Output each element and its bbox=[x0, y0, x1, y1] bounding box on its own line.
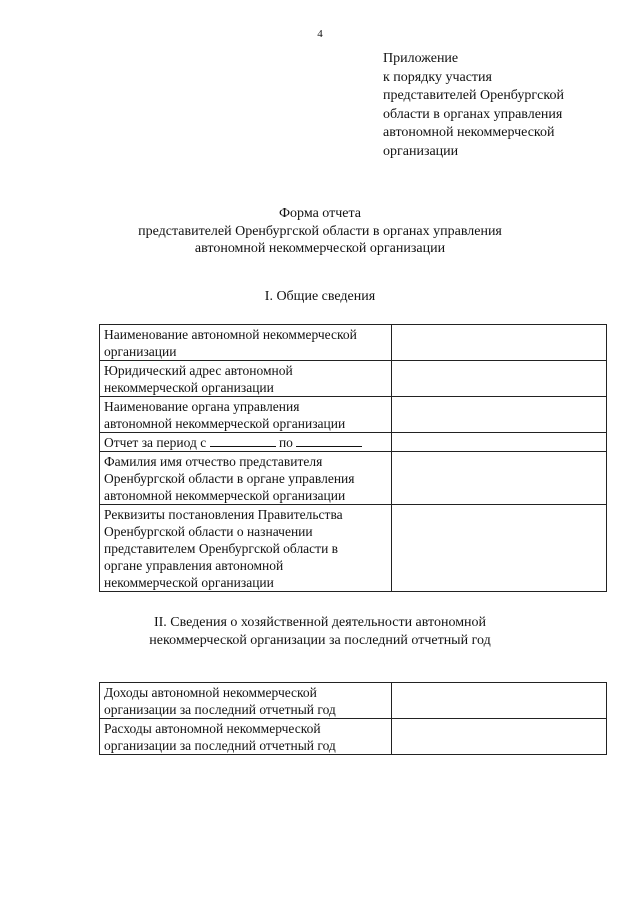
value-field-representative-name[interactable] bbox=[392, 452, 607, 505]
period-from-label: Отчет за период с bbox=[104, 435, 207, 450]
appendix-line: представителей Оренбургской bbox=[383, 88, 564, 103]
row-label-representative-name bbox=[100, 452, 392, 505]
value-field-expenses[interactable] bbox=[392, 719, 607, 755]
label-line: организации за последний отчетный год bbox=[104, 738, 336, 753]
label-line: Оренбургской области в органе управления bbox=[104, 471, 355, 486]
economic-activity-table bbox=[99, 682, 607, 755]
table-row bbox=[100, 683, 607, 719]
value-field-report-period[interactable] bbox=[392, 433, 607, 452]
label-line: Фамилия имя отчество представителя bbox=[104, 454, 323, 469]
form-title-line: Форма отчета bbox=[278, 206, 362, 221]
page-number: 4 bbox=[317, 28, 323, 40]
label-line: представителем Оренбургской области в bbox=[104, 541, 339, 556]
table-row bbox=[100, 433, 607, 452]
appendix-line: организации bbox=[383, 143, 459, 159]
label-line: некоммерческой организации bbox=[104, 575, 274, 590]
label-line: Реквизиты постановления Правительства bbox=[104, 507, 343, 522]
row-label-resolution-details bbox=[100, 505, 392, 592]
value-field-legal-address[interactable] bbox=[392, 361, 607, 397]
table-row bbox=[100, 361, 607, 397]
label-line: Расходы автономной некоммерческой bbox=[104, 721, 321, 736]
row-label-legal-address bbox=[100, 361, 392, 397]
form-title-line: автономной некоммерческой организации bbox=[194, 241, 446, 256]
appendix-note bbox=[383, 50, 623, 161]
row-label-governing-body bbox=[100, 397, 392, 433]
row-label-income bbox=[100, 683, 392, 719]
label-line: автономной некоммерческой организации bbox=[104, 416, 346, 431]
table-row bbox=[100, 505, 607, 592]
general-info-table bbox=[99, 324, 607, 592]
value-field-resolution-details[interactable] bbox=[392, 505, 607, 592]
label-line: Наименование органа управления bbox=[104, 399, 300, 414]
label-line: Наименование автономной некоммерческой bbox=[104, 327, 357, 342]
label-line: органе управления автономной bbox=[104, 558, 284, 573]
label-line: некоммерческой организации bbox=[104, 380, 274, 395]
label-line: организации за последний отчетный год bbox=[104, 702, 336, 717]
appendix-line: автономной некоммерческой bbox=[383, 125, 555, 140]
form-title-line: представителей Оренбургской области в органах управления bbox=[138, 223, 502, 239]
table-row bbox=[100, 452, 607, 505]
section2-title-line: II. Сведения о хозяйственной деятельности автономной bbox=[153, 615, 487, 630]
value-field-income[interactable] bbox=[392, 683, 607, 719]
label-line: Доходы автономной некоммерческой bbox=[104, 685, 317, 700]
label-line: организации bbox=[104, 344, 177, 359]
section1-title: I. Общие сведения bbox=[264, 289, 376, 304]
label-line: автономной некоммерческой организации bbox=[104, 488, 346, 503]
table-row bbox=[100, 397, 607, 433]
form-title bbox=[0, 205, 640, 258]
period-from-blank[interactable] bbox=[210, 434, 276, 447]
value-field-governing-body[interactable] bbox=[392, 397, 607, 433]
label-line: Оренбургской области о назначении bbox=[104, 524, 313, 539]
row-label-ano-name bbox=[100, 325, 392, 361]
appendix-line: Приложение bbox=[383, 51, 459, 66]
label-line: Юридический адрес автономной bbox=[104, 363, 293, 378]
period-to-blank[interactable] bbox=[296, 434, 362, 447]
section2-title-line: некоммерческой организации за последний отчетный год bbox=[149, 633, 491, 648]
table-row bbox=[100, 719, 607, 755]
table-row bbox=[100, 325, 607, 361]
row-label-report-period bbox=[100, 433, 392, 452]
appendix-line: области в органах управления bbox=[383, 106, 563, 122]
appendix-line: к порядку участия bbox=[383, 69, 492, 85]
section2-title bbox=[0, 614, 640, 650]
period-to-label: по bbox=[278, 435, 293, 450]
value-field-ano-name[interactable] bbox=[392, 325, 607, 361]
row-label-expenses bbox=[100, 719, 392, 755]
